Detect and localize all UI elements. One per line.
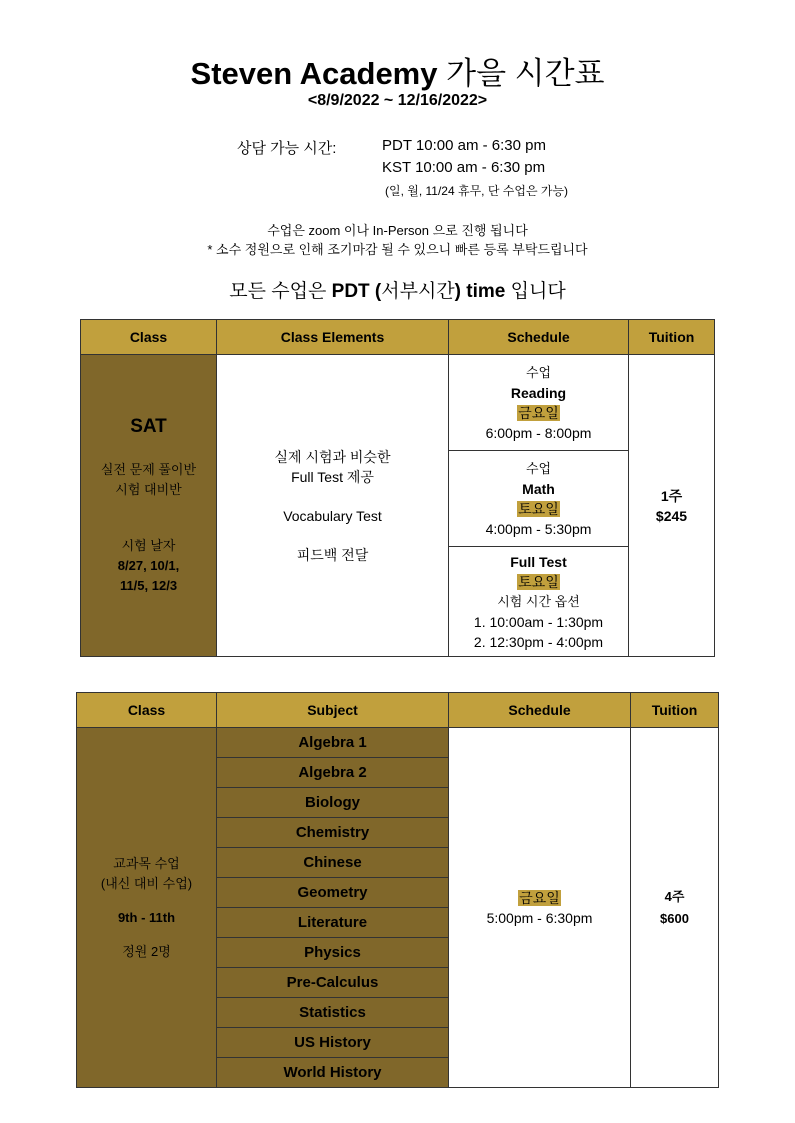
pdt-notice xyxy=(0,276,795,303)
test-dates-1: 8/27, 10/1, xyxy=(117,557,180,573)
subject-schedule-day: 금요일 xyxy=(519,889,560,906)
subject-item: Algebra 1 xyxy=(217,728,449,758)
subject-item: Pre-Calculus xyxy=(217,968,449,998)
schedule-fulltest xyxy=(449,547,629,657)
header-schedule-2: Schedule xyxy=(449,693,631,728)
title-english: Steven Academy xyxy=(190,56,438,91)
subject-tuition-period: 4주 xyxy=(664,888,685,904)
page-title xyxy=(0,48,795,93)
consult-pdt: PDT 10:00 am - 6:30 pm xyxy=(382,137,546,154)
sat-tuition-period: 1주 xyxy=(660,487,683,504)
math-day: 토요일 xyxy=(518,500,559,517)
subject-item: Physics xyxy=(217,938,449,968)
header-tuition-2: Tuition xyxy=(631,693,719,728)
math-label: 수업 xyxy=(525,460,552,476)
element-1: 실제 시험과 비슷한 xyxy=(274,448,391,465)
subject-grades: 9th - 11th xyxy=(117,909,176,925)
pdt-notice-mid: 서부시간 xyxy=(381,281,455,302)
pdt-notice-post: 입니다 xyxy=(510,281,566,302)
fulltest-options-label: 시험 시간 옵션 xyxy=(497,593,580,609)
schedule-math xyxy=(449,451,629,547)
reading-subject: Reading xyxy=(510,384,567,401)
pdt-notice-bold2: ) time xyxy=(454,281,506,302)
fulltest-subject: Full Test xyxy=(510,553,567,570)
subject-item: US History xyxy=(217,1028,449,1058)
subject-class-name-2: (내신 대비 수업) xyxy=(100,875,193,891)
subject-schedule-time: 5:00pm - 6:30pm xyxy=(486,909,593,926)
notice-line-1: 수업은 zoom 이나 In-Person 으로 진행 됩니다 xyxy=(267,223,528,238)
schedule-reading xyxy=(449,355,629,451)
element-3: Vocabulary Test xyxy=(283,507,382,524)
test-dates-2: 11/5, 12/3 xyxy=(119,577,178,593)
subject-tuition-price: $600 xyxy=(660,910,689,926)
subject-capacity: 정원 2명 xyxy=(122,943,171,959)
math-subject: Math xyxy=(522,480,555,497)
math-time: 4:00pm - 5:30pm xyxy=(485,520,592,537)
subject-table xyxy=(76,692,719,1088)
header-subject: Subject xyxy=(217,693,449,728)
consult-label: 상담 가능 시간: xyxy=(237,140,337,157)
subject-item: Chemistry xyxy=(217,818,449,848)
subject-item: Chinese xyxy=(217,848,449,878)
pdt-notice-bold1: PDT ( xyxy=(331,281,382,302)
header-class-elements: Class Elements xyxy=(217,320,449,355)
subject-tuition-cell xyxy=(631,728,719,1088)
notice-line-2: * 소수 정원으로 인해 조기마감 될 수 있으니 빠른 등록 부탁드립니다 xyxy=(207,242,588,257)
fulltest-option-1: 1. 10:00am - 1:30pm xyxy=(473,613,604,630)
sat-tuition-cell xyxy=(629,355,715,657)
sat-class-desc-1: 실전 문제 풀이반 xyxy=(100,461,197,477)
subject-item: Algebra 2 xyxy=(217,758,449,788)
sat-table-header xyxy=(81,320,715,355)
header-class: Class xyxy=(81,320,217,355)
subject-item: Statistics xyxy=(217,998,449,1028)
header-class-2: Class xyxy=(77,693,217,728)
consult-note: (일, 월, 11/24 휴무, 단 수업은 가능) xyxy=(385,184,569,198)
consult-kst: KST 10:00 am - 6:30 pm xyxy=(382,159,546,176)
fulltest-day: 토요일 xyxy=(518,573,559,590)
date-range: <8/9/2022 ~ 12/16/2022> xyxy=(307,92,488,109)
fulltest-option-2: 2. 12:30pm - 4:00pm xyxy=(473,633,604,650)
subject-item: Literature xyxy=(217,908,449,938)
subject-schedule-cell xyxy=(449,728,631,1088)
sat-class-cell xyxy=(81,355,217,657)
element-2: Full Test 제공 xyxy=(291,468,374,485)
reading-label: 수업 xyxy=(525,364,552,380)
sat-tuition-price: $245 xyxy=(655,507,688,524)
subject-item: World History xyxy=(217,1058,449,1088)
subject-class-name-1: 교과목 수업 xyxy=(113,855,180,871)
sat-table xyxy=(80,319,715,657)
title-korean: 가을 시간표 xyxy=(446,56,605,91)
subject-item: Biology xyxy=(217,788,449,818)
subject-class-cell xyxy=(77,728,217,1088)
header-schedule: Schedule xyxy=(449,320,629,355)
sat-elements-cell xyxy=(217,355,449,657)
test-dates-label: 시험 날자 xyxy=(121,537,176,553)
element-4: 피드백 전달 xyxy=(296,546,369,563)
subject-table-header xyxy=(77,693,719,728)
reading-time: 6:00pm - 8:00pm xyxy=(485,424,592,441)
reading-day: 금요일 xyxy=(518,404,559,421)
header-tuition: Tuition xyxy=(629,320,715,355)
sat-class-name: SAT xyxy=(130,415,167,437)
subject-item: Geometry xyxy=(217,878,449,908)
pdt-notice-pre: 모든 수업은 xyxy=(229,281,327,302)
sat-class-desc-2: 시험 대비반 xyxy=(115,481,182,497)
